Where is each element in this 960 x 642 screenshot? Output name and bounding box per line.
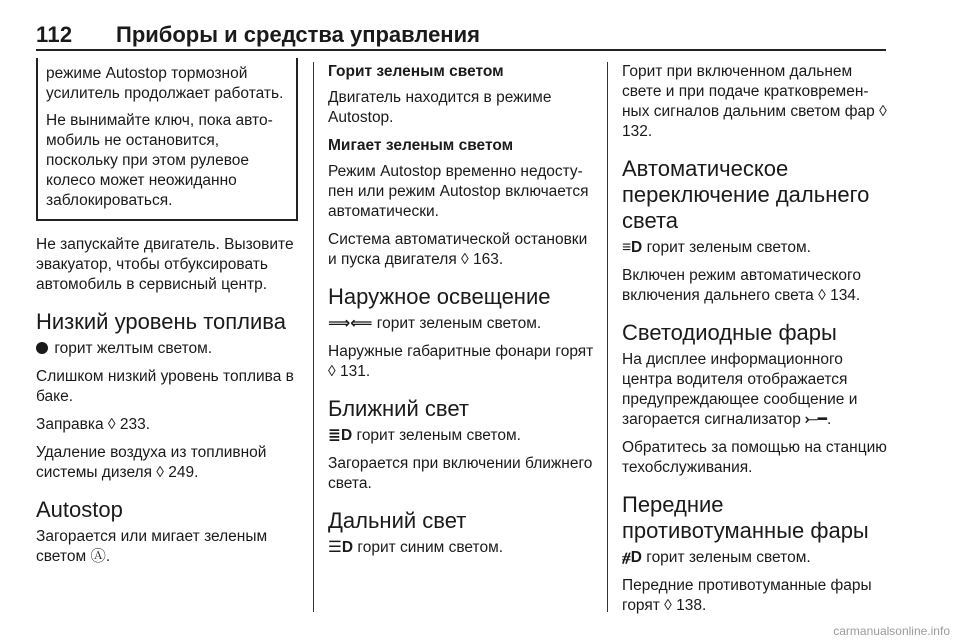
paragraph-ref: Система автоматической остановки и пуска двигателя ◊ 163. bbox=[328, 231, 588, 268]
front-fog-icon: ⧣D bbox=[622, 549, 642, 566]
paragraph: На дисплее информационного центра водителя отображается предупреждающее сообщение и загорается сигнализатор ⤚━. bbox=[622, 351, 858, 428]
column-divider bbox=[607, 62, 608, 612]
running-title: Приборы и средства управления bbox=[116, 22, 480, 47]
section-heading-autostop: Autostop bbox=[36, 497, 123, 522]
paragraph: ≣D горит зеленым светом. bbox=[328, 427, 521, 444]
paragraph-ref: Удаление воздуха из топливной системы дизеля ◊ 249. bbox=[36, 444, 267, 481]
paragraph bbox=[36, 339, 298, 359]
column-3 bbox=[622, 62, 888, 624]
section-heading-high-beam: Дальний свет bbox=[328, 508, 467, 533]
box-paragraph: режиме Autostop тормозной усилитель продолжает работать. bbox=[46, 65, 284, 102]
watermark: carmanualsonline.info bbox=[833, 624, 950, 638]
section-heading-low-beam: Ближний свет bbox=[328, 396, 469, 421]
section-heading-fuel: Низкий уровень топлива bbox=[36, 309, 286, 334]
page-number: 112 bbox=[36, 22, 73, 47]
paragraph: Загорается при включении ближнего света. bbox=[328, 455, 593, 492]
section-heading-fog: Передние противотуманные фары bbox=[622, 492, 869, 543]
section-heading-led: Светодиодные фары bbox=[622, 320, 837, 345]
paragraph-ref: Заправка ◊ 233. bbox=[36, 416, 151, 433]
column-2 bbox=[328, 62, 596, 566]
paragraph-ref: Передние противотуманные фары горят ◊ 138. bbox=[622, 577, 872, 614]
fuel-status: горит желтым светом. bbox=[54, 340, 213, 357]
led-warning-icon: ⤚━ bbox=[805, 411, 827, 428]
paragraph-ref: Наружные габаритные фонари горят ◊ 131. bbox=[328, 343, 594, 380]
high-beam-icon: ☰D bbox=[328, 539, 354, 556]
column-divider bbox=[313, 62, 314, 612]
paragraph: ⧣D горит зеленым светом. bbox=[622, 549, 811, 566]
subheading-green-on: Горит зеленым светом bbox=[328, 63, 504, 80]
section-heading-auto-high-beam: Автоматическое переключение дальнего света bbox=[622, 156, 870, 233]
paragraph: ☰D горит синим светом. bbox=[328, 539, 504, 556]
warning-box bbox=[36, 58, 298, 221]
paragraph: Режим Autostop временно недоступен или режим Autostop включается автоматически. bbox=[328, 163, 589, 220]
exterior-light-icon: ⟹⟸ bbox=[328, 315, 373, 332]
auto-high-beam-icon: ≡D bbox=[622, 239, 643, 256]
low-beam-icon: ≣D bbox=[328, 427, 353, 444]
header-rule bbox=[36, 49, 886, 51]
paragraph: Обратитесь за помощью на станцию техобслуживания. bbox=[622, 439, 887, 476]
fuel-dot-icon bbox=[36, 342, 48, 354]
box-paragraph: Не вынимайте ключ, пока автомобиль не остановится, поскольку при этом рулевое колесо может неожиданно заблокироваться. bbox=[46, 112, 273, 209]
paragraph-ref: Горит при включенном дальнем свете и при подаче кратковременных сигналов дальним светом фар ◊ 132. bbox=[622, 63, 887, 140]
subheading-green-blink: Мигает зеленым светом bbox=[328, 137, 514, 154]
paragraph: Загорается или мигает зеленым светом Ⓐ. bbox=[36, 528, 268, 565]
column-1 bbox=[36, 62, 298, 575]
paragraph: Не запускайте двигатель. Вызовите эвакуатор, чтобы отбуксировать автомобиль в сервисный центр. bbox=[36, 236, 294, 293]
section-heading-exterior: Наружное освещение bbox=[328, 284, 551, 309]
paragraph: Слишком низкий уровень топлива в баке. bbox=[36, 368, 294, 405]
paragraph: Двигатель находится в режиме Autostop. bbox=[328, 89, 552, 126]
paragraph: ⟹⟸ горит зеленым светом. bbox=[328, 315, 542, 332]
paragraph: ≡D горит зеленым светом. bbox=[622, 239, 811, 256]
paragraph-ref: Включен режим автоматического включения дальнего света ◊ 134. bbox=[622, 267, 861, 304]
